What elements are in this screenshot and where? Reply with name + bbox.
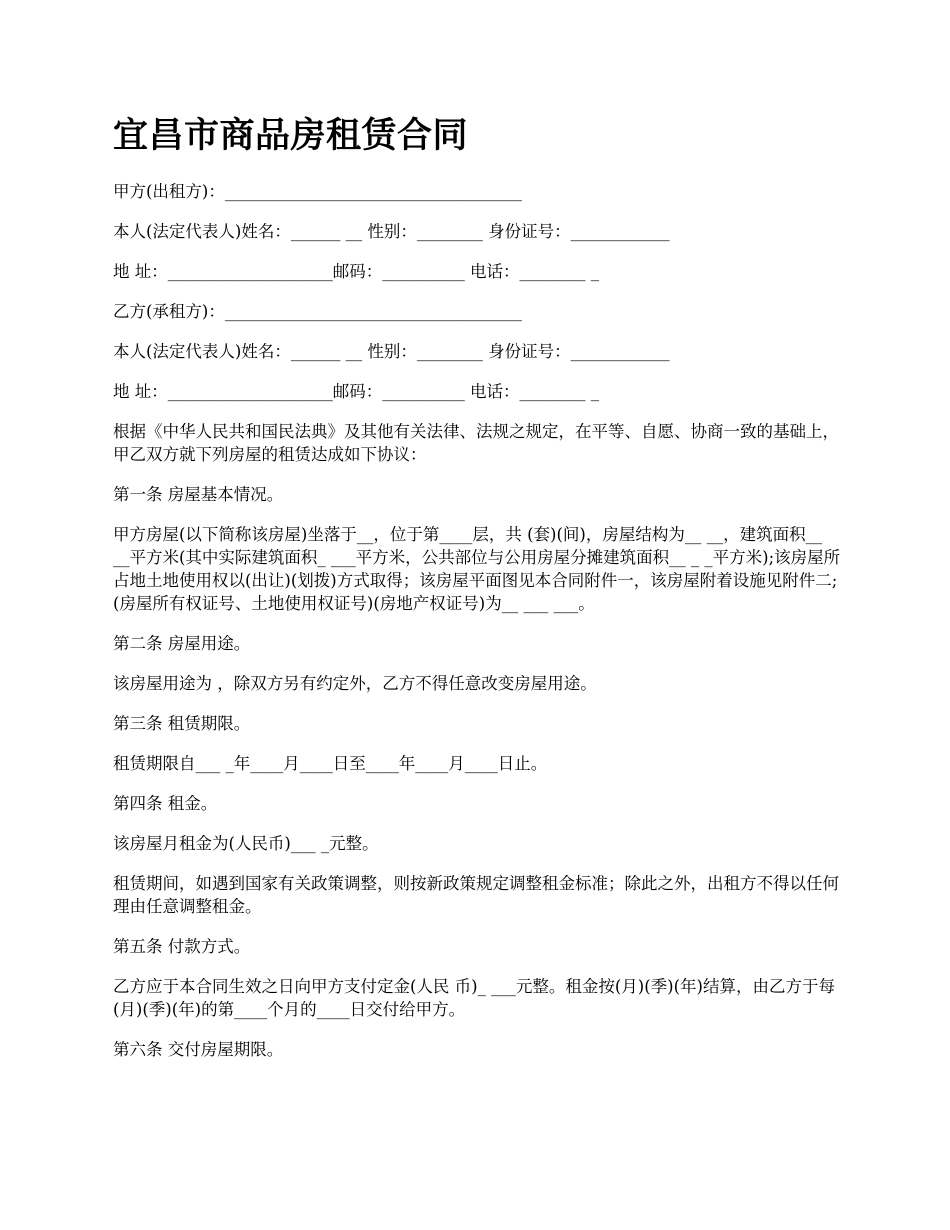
article-2-body: 该房屋用途为 ，除双方另有约定外，乙方不得任意改变房屋用途。 — [113, 674, 597, 693]
article-4-body-rent: 该房屋月租金为(人民币)___ _元整。 — [113, 834, 379, 853]
article-3-heading: 第三条 租赁期限。 — [113, 714, 251, 733]
lessor-line: 甲方(出租方)：____________________________________ — [113, 182, 522, 201]
page-title: 宜昌市商品房租赁合同 — [113, 116, 469, 156]
article-6-heading: 第六条 交付房屋期限。 — [113, 1040, 284, 1059]
lessee-address-line: 地 址：____________________邮码：__________ 电话：________ _ — [113, 382, 599, 401]
article-3-body: 租赁期限自___ _年____月____日至____年____月____日止。 — [113, 754, 548, 773]
lessee-representative-line: 本人(法定代表人)姓名：______ __ 性别：________ 身份证号：____________ — [113, 342, 670, 361]
article-5-heading: 第五条 付款方式。 — [113, 937, 251, 956]
lessor-representative-line: 本人(法定代表人)姓名：______ __ 性别：________ 身份证号：____________ — [113, 222, 670, 241]
article-2-heading: 第二条 房屋用途。 — [113, 634, 251, 653]
lessee-line: 乙方(承租方)：____________________________________ — [113, 302, 522, 321]
article-1-body: 甲方房屋(以下简称该房屋)坐落于__，位于第____层，共 (套)(间)，房屋结构为__ __，建筑面积__ __平方米(其中实际建筑面积_ ___平方米，公共部位与公用房屋分摊建筑面积__ _ _平方米);该房屋所占地土地使用权以(出让)(划拨)方式取得；该房屋平面图见本合同附件一，该房屋附着设施见附件二;(房屋所有权证号、土地使用权证号)(房地产权证号)为__ ___ ___。 — [113, 525, 841, 613]
lessor-address-line: 地 址：____________________邮码：__________ 电话：________ _ — [113, 262, 599, 281]
article-4-body-adjustment: 租赁期间，如遇到国家有关政策调整，则按新政策规定调整租金标准；除此之外，出租方不得以任何理由任意调整租金。 — [113, 874, 839, 916]
contract-page — [113, 112, 843, 1078]
article-5-body: 乙方应于本合同生效之日向甲方支付定金(人民 币)_ ___元整。租金按(月)(季)(年)结算，由乙方于每(月)(季)(年)的第____个月的____日交付给甲方。 — [113, 977, 835, 1019]
article-1-heading: 第一条 房屋基本情况。 — [113, 485, 284, 504]
article-4-heading: 第四条 租金。 — [113, 794, 218, 813]
preamble-paragraph: 根据《中华人民共和国民法典》及其他有关法律、法规之规定，在平等、自愿、协商一致的基础上，甲乙双方就下列房屋的租赁达成如下协议： — [113, 422, 839, 464]
